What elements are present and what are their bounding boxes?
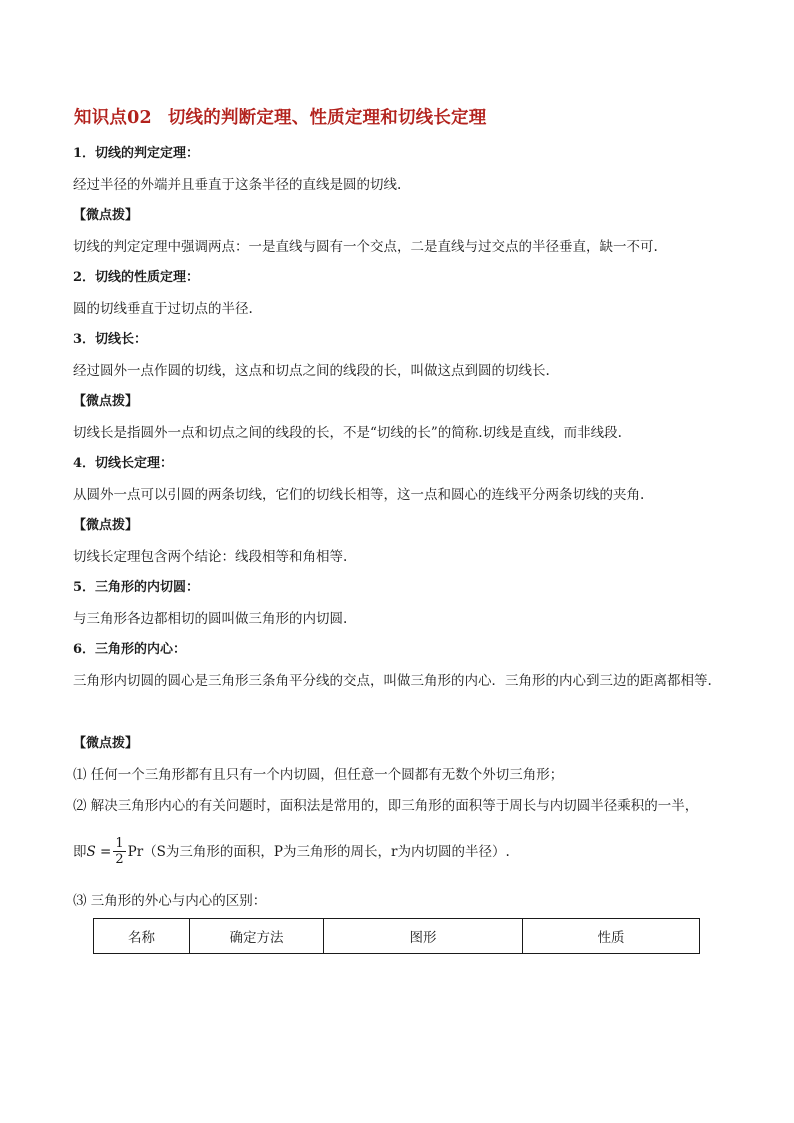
section-title [74,104,486,129]
table-header-row [94,919,700,954]
formula-denominator: 2 [115,852,124,867]
tip-item-2: ⑵ 解决三角形内心的有关问题时，面积法是常用的，即三角形的面积等于周长与内切圆半径乘积的一半， [73,798,699,814]
heading-incenter: 6．三角形的内心： [73,642,187,657]
tip-label-4: 【微点拨】 [73,736,139,751]
section-title-text: 切线的判断定理、性质定理和切线长定理 [167,108,487,128]
formula-prefix: 即 [73,843,87,860]
tip-label-2: 【微点拨】 [73,394,139,409]
formula-rhs: Pr [127,843,144,860]
table-header-figure: 图形 [324,919,523,954]
heading-tangent-length: 3．切线长： [73,332,148,347]
formula-lhs: S = [86,843,112,860]
tip-item-1: ⑴ 任何一个三角形都有且只有一个内切圆，但任意一个圆都有无数个外切三角形； [73,767,564,783]
formula-fraction [113,836,125,867]
section-number: 知识点02 [74,108,152,128]
heading-incircle: 5．三角形的内切圆： [73,580,200,595]
formula-explanation: （S为三角形的面积，P为三角形的周长，r为内切圆的半径）. [143,843,510,860]
heading-tangent-criterion: 1．切线的判定定理： [73,146,200,161]
area-formula [73,836,510,867]
table-header-property: 性质 [523,919,700,954]
tip-item-3: ⑶ 三角形的外心与内心的区别： [73,893,267,909]
heading-tangent-length-theorem: 4．切线长定理： [73,456,174,471]
text-tangent-length-theorem: 从圆外一点可以引圆的两条切线，它们的切线长相等，这一点和圆心的连线平分两条切线的夹角. [73,487,645,503]
tip-label-1: 【微点拨】 [73,208,139,223]
comparison-table [93,918,700,954]
tip-text-3: 切线长定理包含两个结论：线段相等和角相等. [73,549,348,565]
table-header-name: 名称 [94,919,190,954]
formula-numerator: 1 [115,836,124,851]
text-tangent-criterion: 经过半径的外端并且垂直于这条半径的直线是圆的切线. [73,177,402,193]
table-header-method: 确定方法 [190,919,324,954]
tip-text-1: 切线的判定定理中强调两点：一是直线与圆有一个交点，二是直线与过交点的半径垂直，缺一不可. [73,239,658,255]
text-tangent-property: 圆的切线垂直于过切点的半径. [73,301,253,317]
area-formula-line [73,836,733,867]
text-incircle: 与三角形各边都相切的圆叫做三角形的内切圆. [73,611,348,627]
tip-label-3: 【微点拨】 [73,518,139,533]
tip-text-2: 切线长是指圆外一点和切点之间的线段的长，不是“切线的长”的简称.切线是直线，而非线段. [73,425,622,441]
heading-tangent-property: 2．切线的性质定理： [73,270,200,285]
text-incenter: 三角形内切圆的圆心是三角形三条角平分线的交点，叫做三角形的内心．三角形的内心到三边的距离都相等. [73,673,712,689]
text-tangent-length: 经过圆外一点作圆的切线，这点和切点之间的线段的长，叫做这点到圆的切线长. [73,363,550,379]
